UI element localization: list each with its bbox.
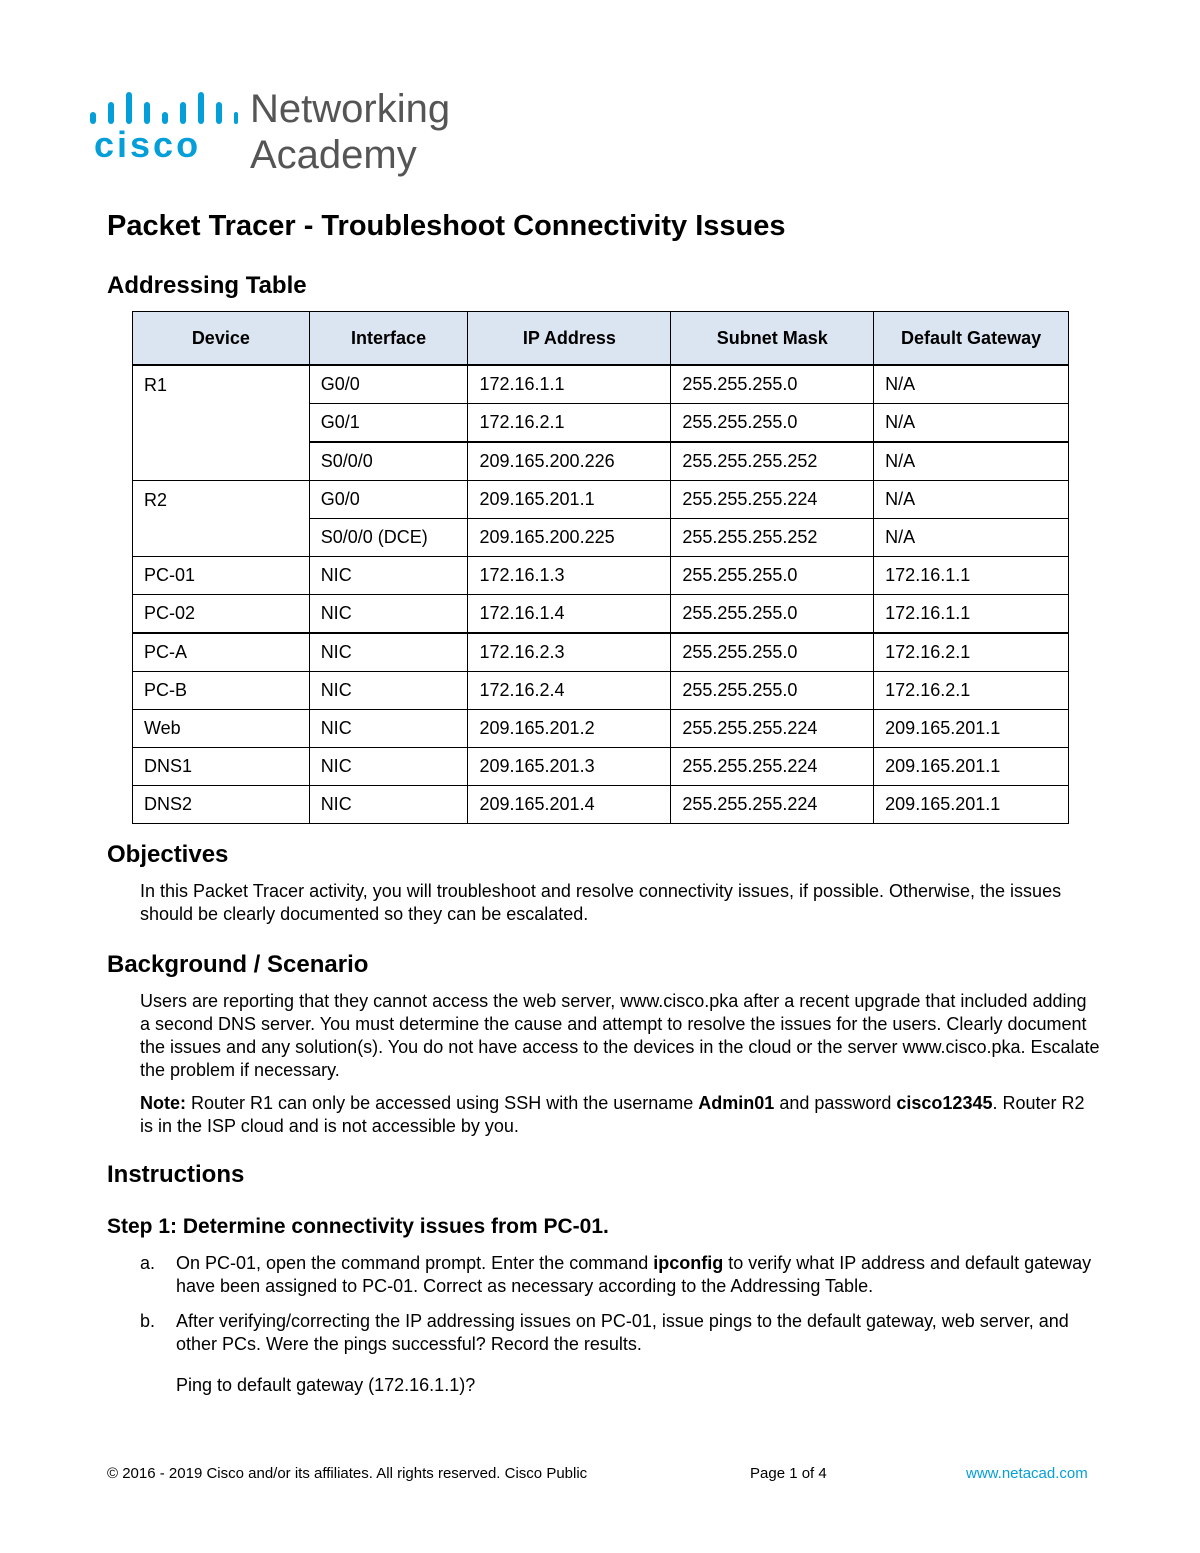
addressing-table-heading: Addressing Table <box>107 272 307 299</box>
cell-interface: G0/0 <box>309 365 468 404</box>
cell-ip: 209.165.200.225 <box>468 519 671 557</box>
cell-mask: 255.255.255.0 <box>671 557 874 595</box>
table-row <box>133 672 1069 710</box>
note-text-3: . Router R2 is in the ISP cloud and is not accessible by you. <box>140 1093 1085 1136</box>
cell-ip: 209.165.201.1 <box>468 481 671 519</box>
table-header-row <box>133 312 1069 366</box>
cell-device: DNS2 <box>133 786 310 824</box>
cell-mask: 255.255.255.252 <box>671 442 874 481</box>
note-password: cisco12345 <box>896 1093 993 1113</box>
page-title: Packet Tracer - Troubleshoot Connectivity Issues <box>107 210 786 242</box>
cell-mask: 255.255.255.224 <box>671 710 874 748</box>
cell-interface: S0/0/0 (DCE) <box>309 519 468 557</box>
cell-interface: G0/0 <box>309 481 468 519</box>
table-row <box>133 710 1069 748</box>
cell-gateway: 172.16.2.1 <box>874 633 1069 672</box>
cell-mask: 255.255.255.0 <box>671 404 874 443</box>
cell-ip: 172.16.2.4 <box>468 672 671 710</box>
item-a-command: ipconfig <box>653 1253 724 1273</box>
cell-ip: 172.16.2.3 <box>468 633 671 672</box>
cell-device: Web <box>133 710 310 748</box>
cell-device: PC-A <box>133 633 310 672</box>
cell-mask: 255.255.255.224 <box>671 481 874 519</box>
cell-device: PC-02 <box>133 595 310 634</box>
cell-device: PC-B <box>133 672 310 710</box>
cell-interface: NIC <box>309 786 468 824</box>
table-row <box>133 557 1069 595</box>
col-default-gateway: Default Gateway <box>874 312 1069 366</box>
item-b-text: After verifying/correcting the IP addressing issues on PC-01, issue pings to the default gateway, web server, and other PCs. Were the pings successful? Record the results. <box>176 1311 1069 1354</box>
cell-device: PC-01 <box>133 557 310 595</box>
table-row <box>133 365 1069 404</box>
col-ip-address: IP Address <box>468 312 671 366</box>
footer-netacad-link[interactable]: www.netacad.com <box>966 1465 1088 1482</box>
cell-ip: 172.16.1.1 <box>468 365 671 404</box>
ping-gateway-question: Ping to default gateway (172.16.1.1)? <box>176 1375 476 1395</box>
cisco-networking-academy-logo <box>88 86 488 182</box>
cell-ip: 209.165.201.3 <box>468 748 671 786</box>
cell-ip: 209.165.201.2 <box>468 710 671 748</box>
item-b-marker: b. <box>140 1311 156 1331</box>
cell-ip: 172.16.2.1 <box>468 404 671 443</box>
cell-interface: NIC <box>309 557 468 595</box>
cell-gateway: N/A <box>874 442 1069 481</box>
cell-gateway: N/A <box>874 481 1069 519</box>
cell-interface: NIC <box>309 633 468 672</box>
footer-copyright: © 2016 - 2019 Cisco and/or its affiliates. All rights reserved. Cisco Public <box>107 1465 588 1482</box>
col-device: Device <box>133 312 310 366</box>
cell-mask: 255.255.255.0 <box>671 672 874 710</box>
table-row <box>133 633 1069 672</box>
cell-gateway: 172.16.1.1 <box>874 595 1069 634</box>
cell-mask: 255.255.255.224 <box>671 786 874 824</box>
background-text: Users are reporting that they cannot access the web server, www.cisco.pka after a recent upgrade that included adding a second DNS server. You must determine the cause and attempt to resolve the issues for the users. Clearly document the issues and any solution(s). You do not have access to the devices in the cloud or the server www.cisco.pka. Escalate the problem if necessary. <box>140 991 1100 1080</box>
cell-gateway: N/A <box>874 365 1069 404</box>
item-a-text <box>176 1252 1096 1298</box>
background-heading: Background / Scenario <box>107 951 369 978</box>
table-row <box>133 481 1069 519</box>
note-label: Note: <box>140 1093 186 1113</box>
cell-gateway: N/A <box>874 404 1069 443</box>
cell-mask: 255.255.255.0 <box>671 365 874 404</box>
note-paragraph <box>140 1092 1100 1138</box>
cell-ip: 172.16.1.4 <box>468 595 671 634</box>
cell-ip: 209.165.200.226 <box>468 442 671 481</box>
table-row <box>133 595 1069 634</box>
step-1-heading: Step 1: Determine connectivity issues from PC-01. <box>107 1215 609 1238</box>
col-subnet-mask: Subnet Mask <box>671 312 874 366</box>
cell-mask: 255.255.255.0 <box>671 595 874 634</box>
cell-gateway: 209.165.201.1 <box>874 748 1069 786</box>
table-row <box>133 748 1069 786</box>
cell-mask: 255.255.255.252 <box>671 519 874 557</box>
cell-mask: 255.255.255.0 <box>671 633 874 672</box>
cell-device: R1 <box>133 365 310 481</box>
cell-mask: 255.255.255.224 <box>671 748 874 786</box>
item-a-text-1: On PC-01, open the command prompt. Enter the command <box>176 1253 654 1273</box>
cell-gateway: 209.165.201.1 <box>874 786 1069 824</box>
logo-networking: Networking <box>250 87 451 131</box>
col-interface: Interface <box>309 312 468 366</box>
cell-device: R2 <box>133 481 310 557</box>
objectives-text: In this Packet Tracer activity, you will troubleshoot and resolve connectivity issues, if possible. Otherwise, the issues should be clearly documented so they can be escalated. <box>140 881 1062 924</box>
item-a-marker: a. <box>140 1253 156 1273</box>
objectives-heading: Objectives <box>107 841 229 868</box>
note-text-1: Router R1 can only be accessed using SSH with the username <box>186 1093 699 1113</box>
item-a-text-2: to verify what IP address and default gateway have been assigned to PC-01. Correct as necessary according to the Addressing Table. <box>176 1253 1092 1296</box>
cell-gateway: 172.16.1.1 <box>874 557 1069 595</box>
cell-interface: NIC <box>309 672 468 710</box>
logo-academy: Academy <box>250 133 417 177</box>
cell-device: DNS1 <box>133 748 310 786</box>
note-text-2: and password <box>774 1093 897 1113</box>
networking-academy-wordmark <box>250 86 450 178</box>
cell-interface: NIC <box>309 595 468 634</box>
instructions-heading: Instructions <box>107 1161 245 1188</box>
cell-gateway: N/A <box>874 519 1069 557</box>
cell-interface: G0/1 <box>309 404 468 443</box>
footer-page-number: Page 1 of 4 <box>750 1465 827 1482</box>
table-row <box>133 786 1069 824</box>
cell-interface: NIC <box>309 710 468 748</box>
addressing-table <box>132 311 1069 824</box>
cell-interface: NIC <box>309 748 468 786</box>
cell-ip: 209.165.201.4 <box>468 786 671 824</box>
cell-gateway: 209.165.201.1 <box>874 710 1069 748</box>
cell-ip: 172.16.1.3 <box>468 557 671 595</box>
cell-gateway: 172.16.2.1 <box>874 672 1069 710</box>
note-username: Admin01 <box>698 1093 775 1113</box>
cisco-wordmark: cisco <box>94 124 202 165</box>
cell-interface: S0/0/0 <box>309 442 468 481</box>
